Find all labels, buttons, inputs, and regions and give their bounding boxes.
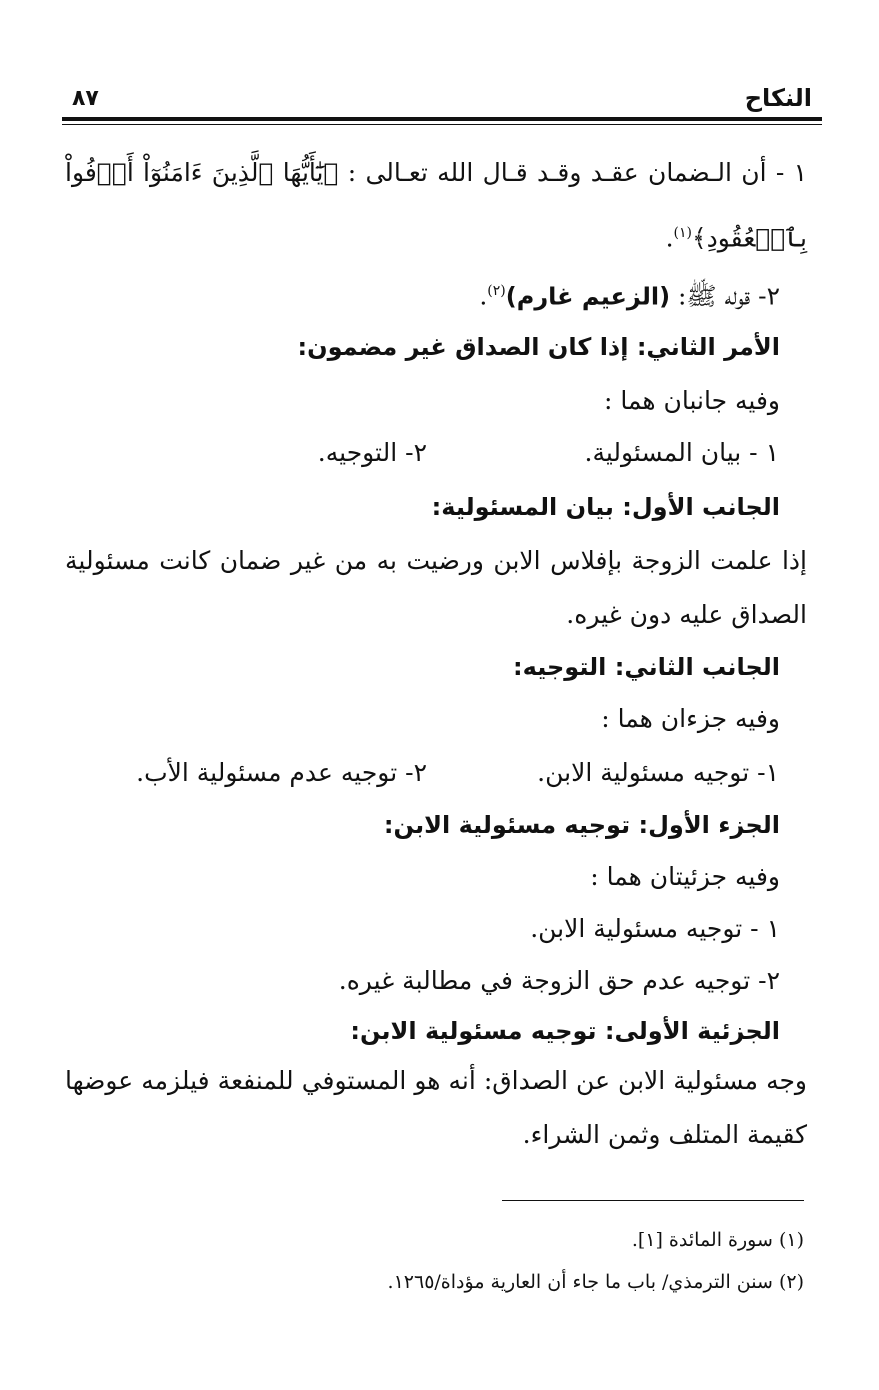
paragraph-line: وفيه جزءان هما :	[601, 704, 780, 733]
section-heading: الجانب الأول: بيان المسئولية:	[431, 493, 780, 521]
list-item: ٢- توجيه عدم حق الزوجة في مطالبة غيره.	[338, 966, 780, 995]
footnote-ref: (١)	[673, 225, 692, 241]
header-rule-thick	[62, 117, 822, 121]
footnote: (١) سورة المائدة [١].	[631, 1229, 804, 1251]
paragraph-line: وفيه جانبان هما :	[603, 386, 780, 415]
footnote: (٢) سنن الترمذي/ باب ما جاء أن العارية مؤداة/١٢٦٥.	[387, 1271, 804, 1293]
paragraph-line	[65, 274, 780, 313]
section-heading: الجزء الأول: توجيه مسئولية الابن:	[383, 811, 780, 839]
running-header	[62, 82, 822, 122]
paragraph-line: وفيه جزئيتان هما :	[590, 862, 780, 891]
chapter-title: النكاح	[744, 84, 812, 112]
list-item: ١ - توجيه مسئولية الابن.	[530, 914, 780, 943]
footnote-ref: (٢)	[487, 283, 506, 299]
section-heading: الأمر الثاني: إذا كان الصداق غير مضمون:	[297, 333, 780, 361]
punctuation: .	[479, 281, 488, 311]
quran-quote: بِٱلۡعُقُودِ﴾	[691, 223, 807, 253]
paragraph-line	[65, 216, 807, 255]
list-item: ١- توجيه مسئولية الابن.	[537, 758, 779, 787]
hadith-quote: (الزعيم غارم)	[505, 282, 671, 311]
paragraph-line: ١ - أن الـضمان عقـد وقـد قـال الله تعـالى : ﴿يَٰٓأَيُّهَا ٱلَّذِينَ ءَامَنُوٓاْ أَوۡفُواْ	[65, 158, 807, 187]
page-number: ٨٧	[72, 86, 99, 111]
text-run: ٢- قوله ﷺ:	[670, 281, 780, 311]
list-item: ٢- توجيه عدم مسئولية الأب.	[136, 758, 427, 787]
paragraph-line: إذا علمت الزوجة بإفلاس الابن ورضيت به من غير ضمان كانت مسئولية	[65, 546, 807, 575]
paragraph-line: وجه مسئولية الابن عن الصداق: أنه هو المستوفي للمنفعة فيلزمه عوضها	[65, 1066, 807, 1095]
paragraph-line: الصداق عليه دون غيره.	[566, 600, 807, 629]
paragraph-line: كقيمة المتلف وثمن الشراء.	[522, 1120, 807, 1149]
section-heading: الجزئية الأولى: توجيه مسئولية الابن:	[350, 1017, 780, 1045]
header-rule-thin	[62, 124, 822, 125]
punctuation: .	[665, 223, 674, 253]
list-item: ١ - بيان المسئولية.	[584, 438, 779, 467]
list-item: ٢- التوجيه.	[317, 438, 427, 467]
section-heading: الجانب الثاني: التوجيه:	[513, 653, 780, 681]
footnote-separator	[502, 1200, 804, 1201]
